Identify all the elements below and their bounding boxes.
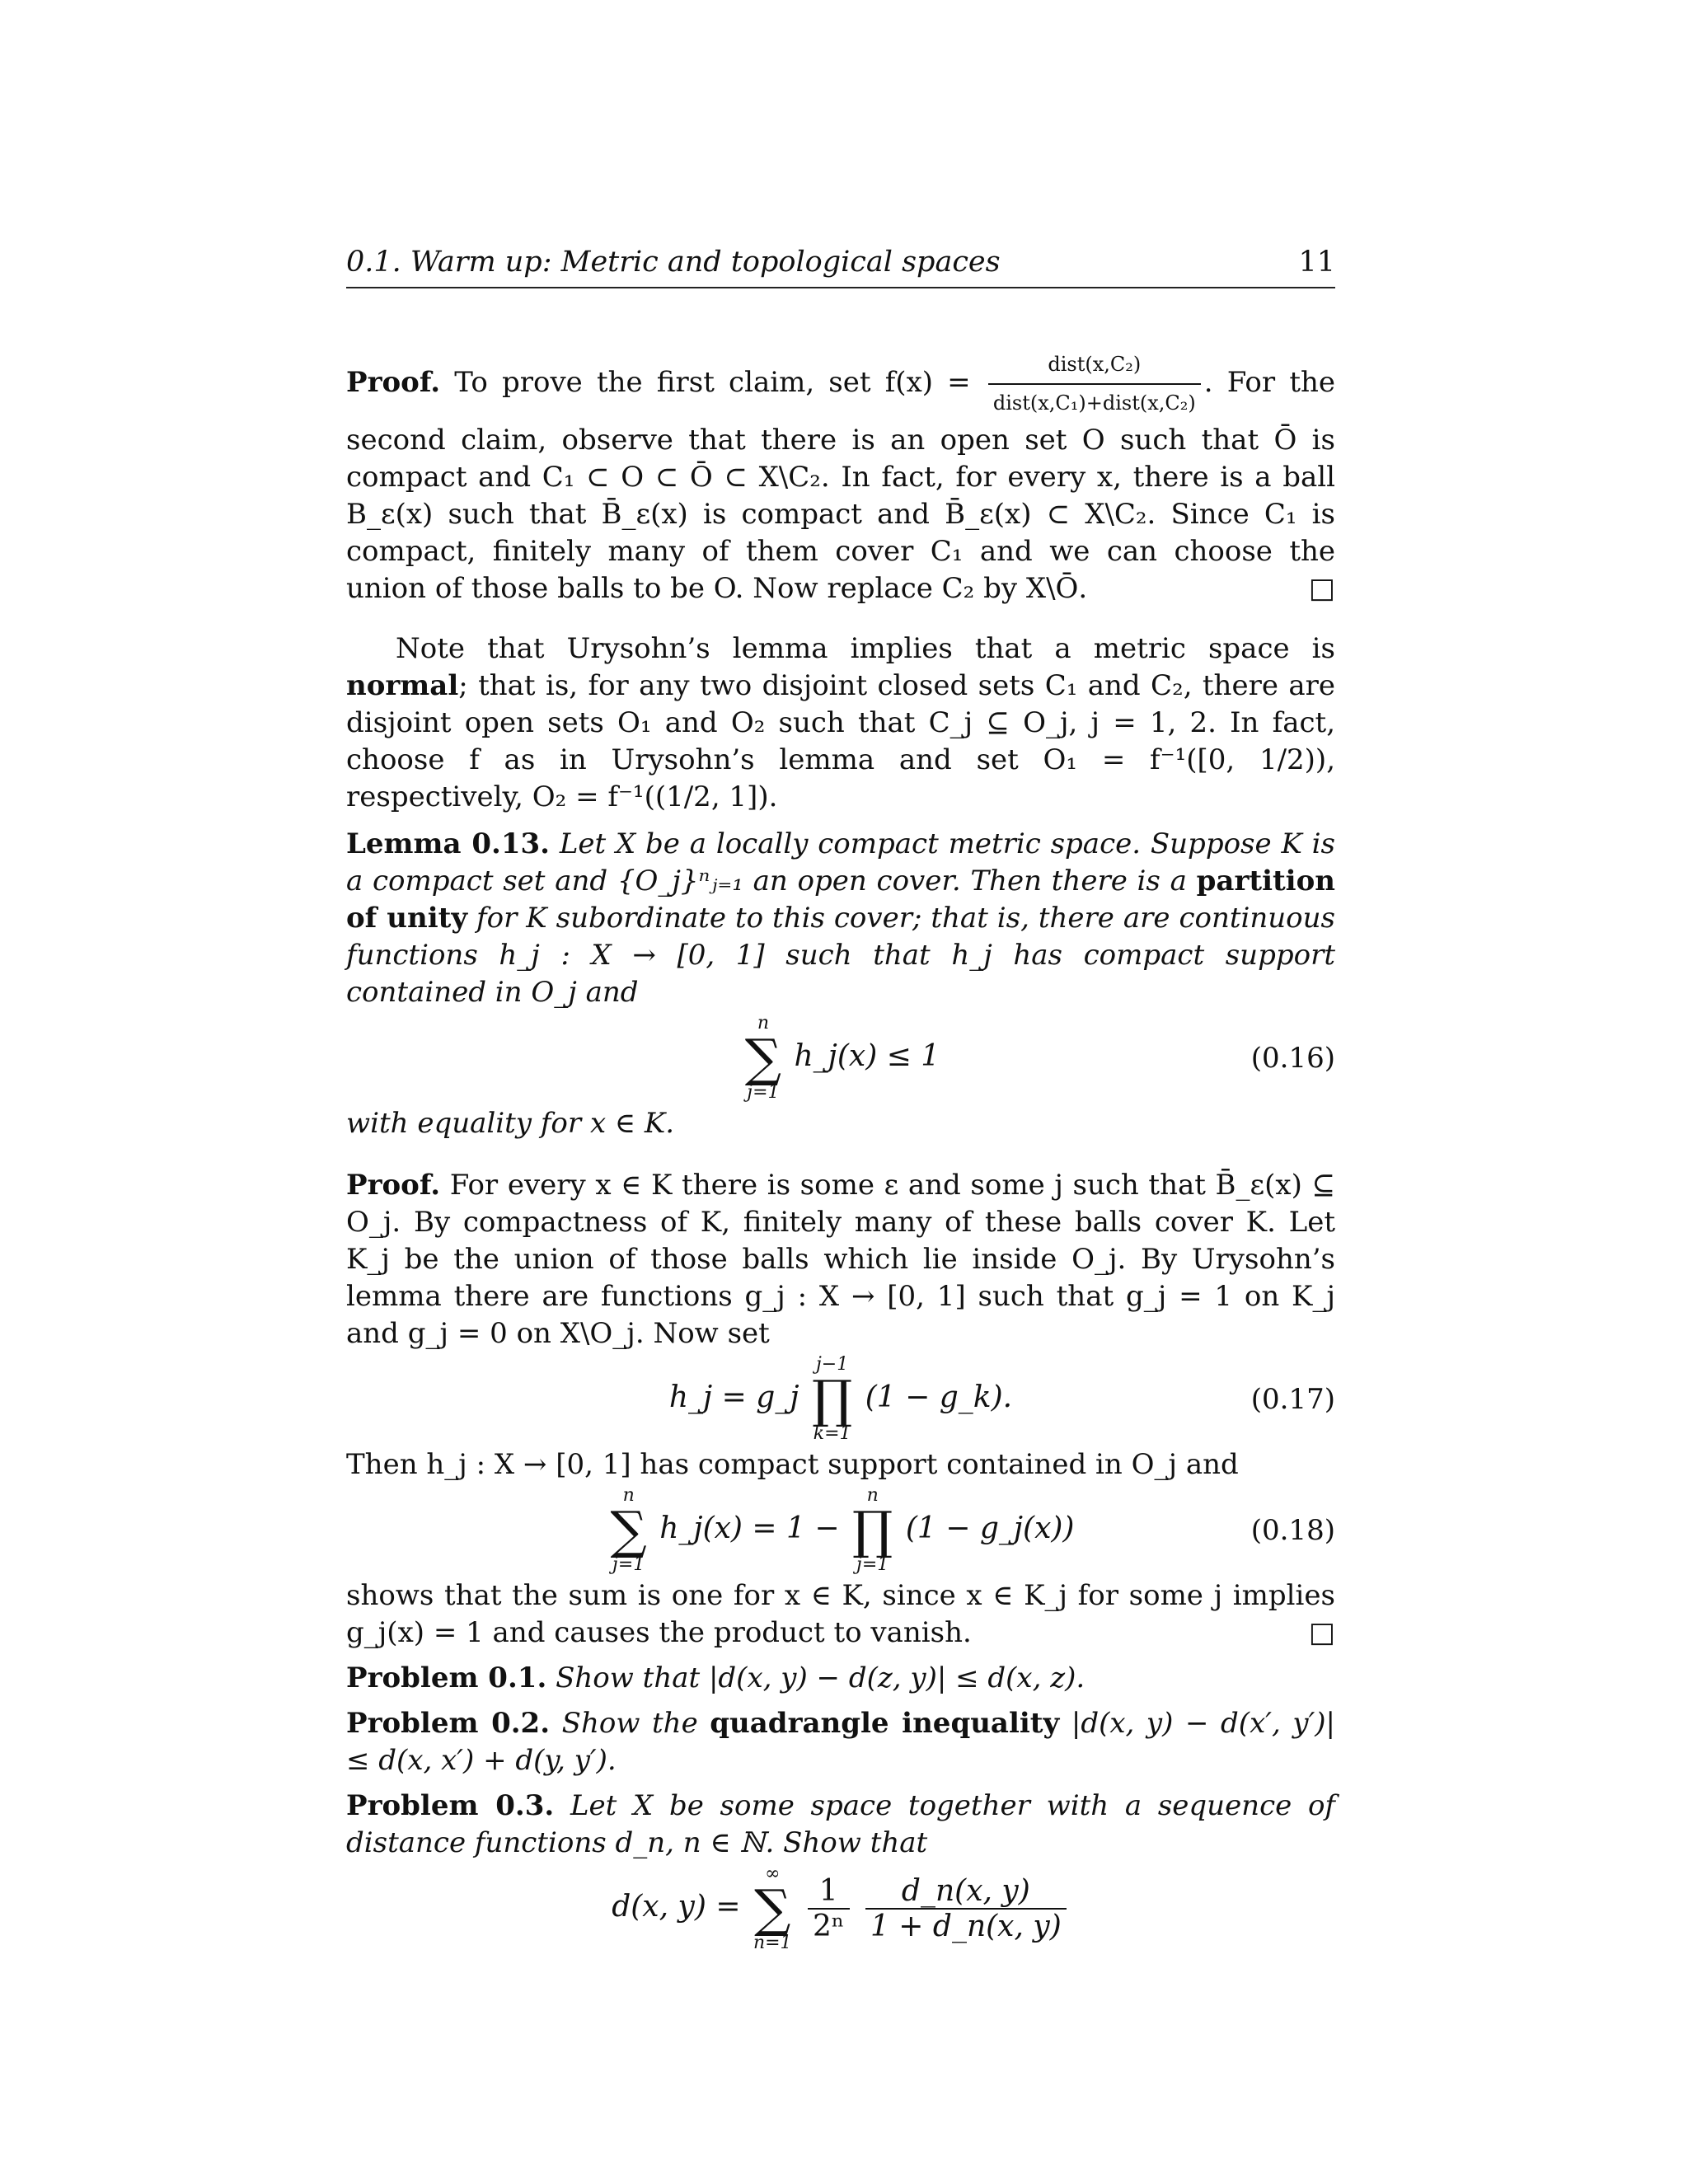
lemma-text-2: for K subordinate to this cover; that is, there are continuous functions h_j : X → [0, 1] such that h_j has compact support contained in O_j and bbox=[346, 902, 1336, 1009]
qed-symbol: □ bbox=[1308, 1616, 1335, 1649]
proof-text-1: To prove the first claim, set f(x) = bbox=[454, 366, 971, 399]
product-operator: n ∏ j=1 bbox=[852, 1485, 893, 1575]
lemma-after: with equality for x ∈ K. bbox=[346, 1107, 675, 1140]
eq-0-18-lhs: h_j(x) = 1 − bbox=[659, 1511, 840, 1545]
lemma-bold-partition: partition of unity bbox=[346, 865, 1335, 935]
section-title: 0.1. Warm up: Metric and topological spaces bbox=[346, 246, 1001, 279]
lemma-text-1: Let X be a locally compact metric space. Suppose K is a compact set and {O_j}ⁿⱼ₌₁ an open cover. Then there is a bbox=[346, 827, 1335, 898]
sum-operator: ∞ ∑ n=1 bbox=[753, 1863, 792, 1953]
problem-text-1: Show the bbox=[561, 1707, 698, 1740]
note-bold-normal: normal bbox=[346, 669, 459, 702]
problem-bold: quadrangle inequality bbox=[710, 1707, 1060, 1740]
proof2-then: Then h_j : X → [0, 1] has compact support contained in O_j and bbox=[346, 1448, 1239, 1481]
problem-0-1 bbox=[346, 1660, 1335, 1697]
lemma-label: Lemma 0.13. bbox=[346, 827, 551, 860]
lemma-0-13 bbox=[346, 826, 1335, 1011]
dist-fraction bbox=[988, 346, 1201, 422]
page bbox=[346, 239, 1335, 1956]
problem-text-2: |d(x, y) − d(x′, y′)| ≤ d(x, x′) + d(y, y′). bbox=[346, 1707, 1336, 1777]
problem-label: Problem 0.3. bbox=[346, 1789, 555, 1822]
problem-0-3 bbox=[346, 1788, 1335, 1862]
problem-text: Show that |d(x, y) − d(z, y)| ≤ d(x, z). bbox=[556, 1661, 1085, 1694]
series-lhs: d(x, y) = bbox=[612, 1890, 741, 1924]
equation-0-16 bbox=[346, 1015, 1335, 1102]
sum-operator: n ∑ j=1 bbox=[744, 1013, 782, 1103]
qed-symbol: □ bbox=[1308, 572, 1335, 605]
eq-0-17-lhs: h_j = g_j bbox=[668, 1380, 799, 1414]
problem-label: Problem 0.1. bbox=[346, 1661, 547, 1694]
eq-0-18-rhs: (1 − g_j(x)) bbox=[905, 1511, 1075, 1545]
proof-label: Proof. bbox=[346, 366, 441, 399]
eq-number-0-16: (0.16) bbox=[1250, 1042, 1335, 1075]
product-operator: j−1 ∏ k=1 bbox=[811, 1354, 853, 1444]
dist-fraction-den: dist(x,C₁)+dist(x,C₂) bbox=[992, 391, 1196, 415]
proof-text-2: . For the second claim, observe that there is an open set O such that Ō is compact and C₁ ⊂ O ⊂ Ō ⊂ X\C₂. In fact, for every x, there is a ball B_ε(x) such that B̄_ε(x) is compact and B̄_ε(x) ⊂ X\C₂. Since C₁ is compact, finitely many of them cover C₁ and we can choose the union of those balls to be O. Now replace C₂ by X\Ō. bbox=[346, 366, 1336, 605]
running-header bbox=[346, 239, 1335, 288]
problem-0-2 bbox=[346, 1705, 1335, 1779]
problem-label: Problem 0.2. bbox=[346, 1707, 551, 1740]
proof2-text: For every x ∈ K there is some ε and some j such that B̄_ε(x) ⊆ O_j. By compactness of K, finitely many of these balls cover K. Let K_j be the union of those balls which lie inside O_j. By Urysohn’s lemma there are functions g_j : X → [0, 1] such that g_j = 1 on K_j and g_j = 0 on X\O_j. Now set bbox=[346, 1169, 1335, 1350]
equation-0-18 bbox=[346, 1487, 1335, 1574]
proof2-closing: shows that the sum is one for x ∈ K, since x ∈ K_j for some j implies g_j(x) = 1 and causes the product to vanish. □ bbox=[346, 1577, 1335, 1652]
note-paragraph bbox=[346, 630, 1335, 816]
eq-number-0-17: (0.17) bbox=[1250, 1383, 1335, 1416]
proof-urysohn bbox=[346, 346, 1335, 607]
eq-0-16-body: h_j(x) ≤ 1 bbox=[794, 1039, 940, 1073]
note-text-1: Note that Urysohn’s lemma implies that a metric space is bbox=[396, 632, 1335, 665]
fraction-dn: $\frac{d\_n(x, y)}{1 + d\_n(x, y)}$ bbox=[865, 1874, 1067, 1943]
equation-metric-series bbox=[346, 1865, 1335, 1952]
fraction-one-over-2n: $\frac{1}{\text{2ⁿ}}$ bbox=[808, 1874, 849, 1943]
eq-0-17-rhs: (1 − g_k). bbox=[865, 1380, 1013, 1414]
dist-fraction-num: dist(x,C₂) bbox=[988, 346, 1201, 385]
proof-label: Proof. bbox=[346, 1169, 441, 1202]
equation-0-17 bbox=[346, 1356, 1335, 1443]
sum-operator: n ∑ j=1 bbox=[610, 1485, 647, 1575]
note-text-2: ; that is, for any two disjoint closed sets C₁ and C₂, there are disjoint open sets O₁ and O₂ such that C_j ⊆ O_j, j = 1, 2. In fact, choose f as in Urysohn’s lemma and set O₁ = f⁻¹([0, 1/2)), respectively, O₂ = f⁻¹((1/2, 1]). bbox=[346, 669, 1335, 813]
eq-number-0-18: (0.18) bbox=[1250, 1514, 1335, 1547]
problem-text: Let X be some space together with a sequence of distance functions d_n, n ∈ ℕ. Show that bbox=[346, 1789, 1336, 1859]
proof-partition bbox=[346, 1167, 1335, 1352]
page-number: 11 bbox=[1298, 246, 1335, 279]
